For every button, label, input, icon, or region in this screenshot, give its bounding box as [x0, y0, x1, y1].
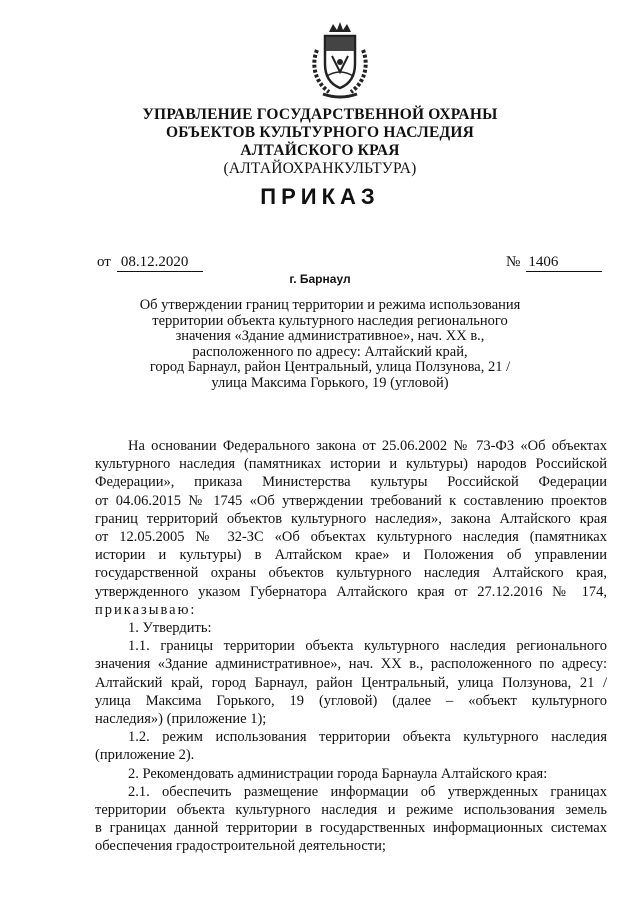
clause-2: 2. Рекомендовать администрации города Барнаула Алтайского края: — [128, 765, 548, 782]
body-line: от 04.06.2015 № 1745 «Об утверждении требований к составлению проектов — [95, 492, 607, 509]
document-body — [95, 437, 607, 856]
org-line-2: ОБЪЕКТОВ КУЛЬТУРНОГО НАСЛЕДИЯ — [165, 124, 475, 141]
subject-line: Об утверждении границ территории и режима использования — [139, 297, 521, 313]
clause-2-1: 2.1. обеспечить размещение информации об утвержденных границах — [128, 783, 607, 800]
body-line: от 12.05.2005 № 32-ЗС «Об объектах культурного наследия (памятниках — [95, 529, 607, 546]
body-line: истории и культуры) в Алтайском крае» и Положения об управлении — [95, 547, 607, 564]
subject-line: улица Максима Горького, 19 (угловой) — [211, 374, 449, 391]
body-line: в границах данной территории в государственных информационных системах — [95, 820, 607, 837]
number-value: 1406 — [526, 254, 602, 272]
body-line: территории объекта культурного наследия и режиме использования земель — [95, 802, 607, 819]
document-subject — [120, 298, 540, 391]
org-line-3: АЛТАЙСКОГО КРАЯ — [240, 142, 400, 159]
org-abbreviation: (АЛТАЙОХРАНКУЛЬТУРА) — [223, 160, 417, 177]
org-line-1: УПРАВЛЕНИЕ ГОСУДАРСТВЕННОЙ ОХРАНЫ — [142, 106, 498, 123]
body-line: границ территорий объектов культурного наследия», закона Алтайского края — [95, 510, 607, 527]
subject-line: расположенного по адресу: Алтайский край, — [192, 343, 468, 360]
coat-of-arms-icon — [305, 20, 375, 100]
clause-1-1: 1.1. границы территории объекта культурного наследия регионального — [128, 638, 607, 655]
body-line: утвержденного указом Губернатора Алтайского края от 27.12.2016 № 174, — [95, 583, 607, 600]
subject-line: территории объекта культурного наследия регионального — [152, 312, 508, 329]
body-line-order-verb: приказываю: — [95, 601, 197, 618]
number-prefix: № — [506, 254, 521, 270]
date-prefix: от — [97, 254, 111, 270]
document-type-title: ПРИКАЗ — [260, 184, 380, 209]
body-line: (приложение 2). — [95, 747, 195, 764]
body-line: государственной охраны объектов культурного наследия Алтайского края, — [95, 565, 607, 582]
organization-name — [0, 106, 640, 178]
body-line: культурного наследия (памятниках истории и культуры) народов Российской — [95, 456, 607, 473]
body-line: значения «Здание административное», нач. XX в., расположенного по адресу: — [95, 656, 607, 673]
city-name: г. Барнаул — [289, 272, 351, 286]
document-date — [97, 254, 203, 272]
clause-1-2: 1.2. режим использования территории объекта культурного наследия — [128, 729, 607, 746]
clause-1: 1. Утвердить: — [128, 620, 212, 637]
body-line: На основании Федерального закона от 25.06.2002 № 73-ФЗ «Об объектах — [128, 438, 607, 454]
date-value: 08.12.2020 — [117, 254, 203, 272]
body-line: Федерации», приказа Министерства культуры Российской Федерации — [95, 474, 607, 491]
body-line: улица Максима Горького, 19 (угловой) (далее – «объект культурного — [95, 692, 607, 709]
body-line: наследия») (приложение 1); — [95, 711, 267, 728]
subject-line: город Барнаул, район Центральный, улица Ползунова, 21 / — [149, 359, 511, 375]
subject-line: значения «Здание административное», нач. XX в., — [175, 328, 485, 344]
document-number — [506, 254, 602, 272]
body-line: Алтайский край, город Барнаул, район Центральный, улица Ползунова, 21 / — [95, 674, 607, 691]
body-line: обеспечения градостроительной деятельности; — [95, 838, 386, 855]
